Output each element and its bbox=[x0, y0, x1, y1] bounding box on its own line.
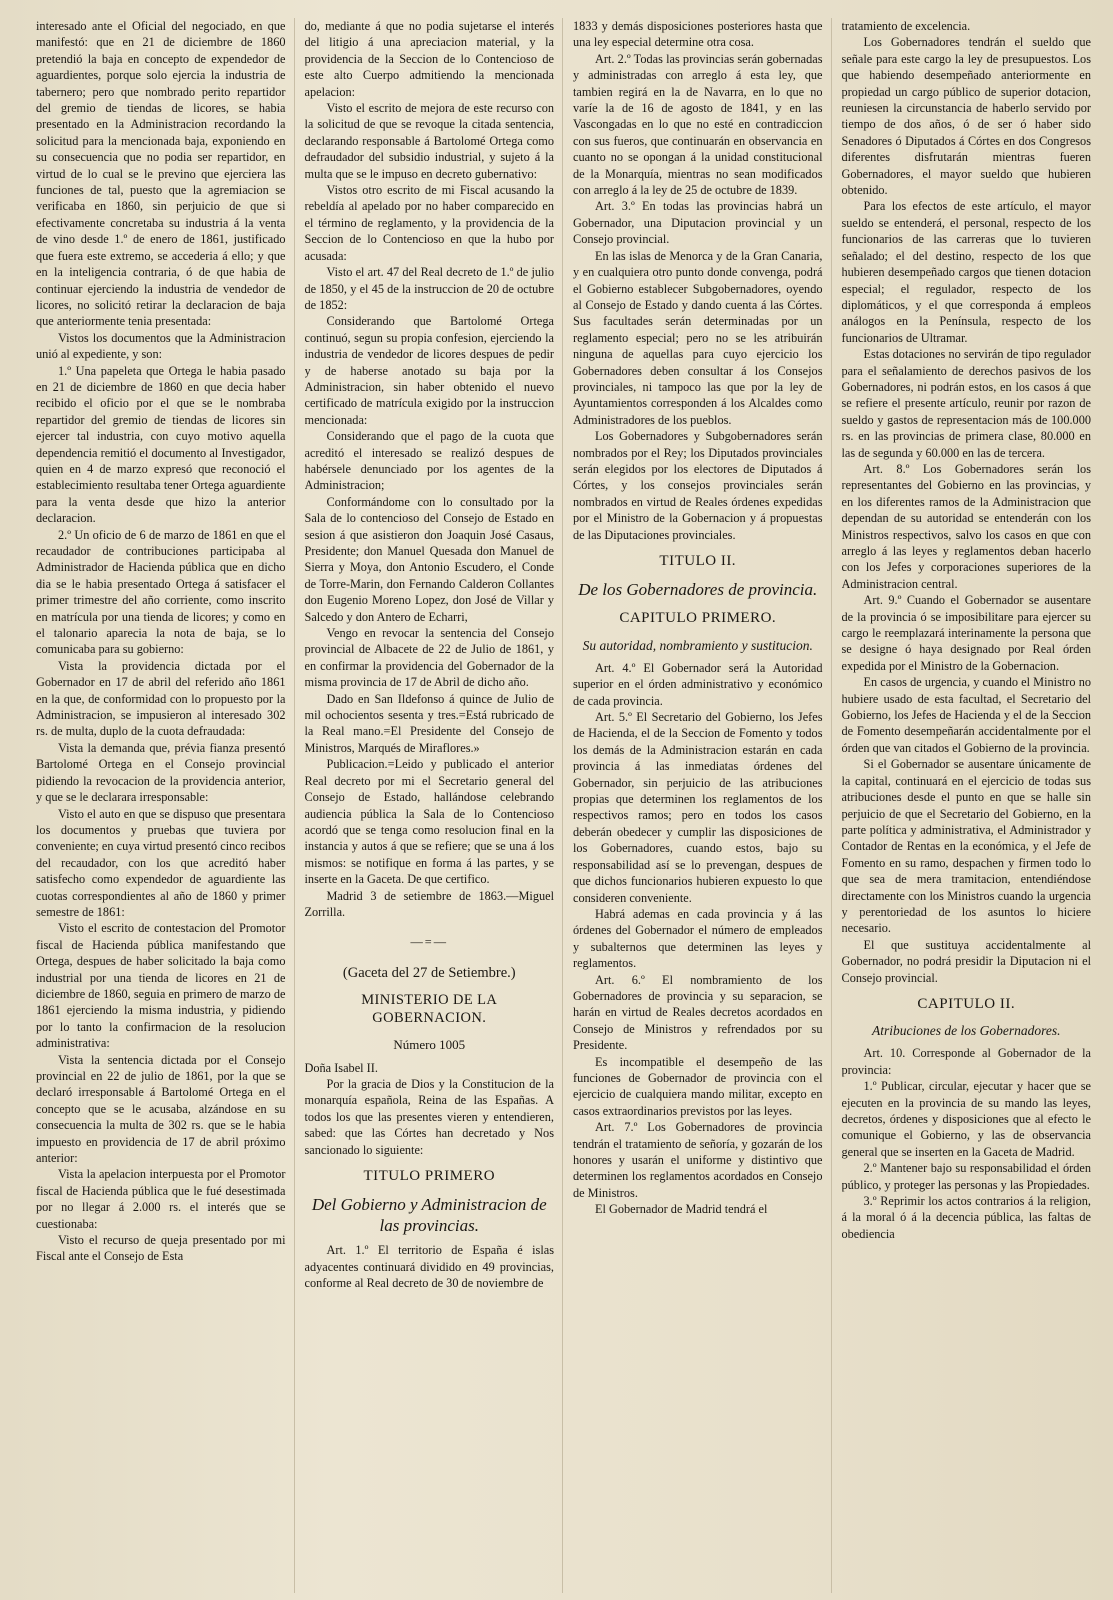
paragraph: Art. 5.º El Secretario del Gobierno, los Jefes de Hacienda, el de la Seccion de Fomento y todos los demás de la Administracion estarán en cada provincia á las inmediatas órdenes del Gobernador, sin perjuicio de las atribuciones propias que determinen los reglamentos de los respectivos ramos; pero en todos los casos deberán obedecer y cumplir las disposiciones de los Gobernadores, cuando estos, bajo su responsabilidad así se lo prevengan, despues de que dichos funcionarios hubieren expuesto lo que consideren conveniente. bbox=[573, 710, 823, 905]
paragraph: Visto el recurso de queja presentado por mi Fiscal ante el Consejo de Esta bbox=[36, 1233, 286, 1264]
decree-number: Número 1005 bbox=[393, 1037, 466, 1053]
paragraph: 3.º Reprimir los actos contrarios á la religion, á la moral ó á la decencia pública, las faltas de obediencia bbox=[841, 1194, 1091, 1241]
paragraph: 1833 y demás disposiciones posteriores hasta que una ley especial determine otra cosa. bbox=[573, 19, 823, 50]
paragraph: Vista la providencia dictada por el Gobernador en 17 de abril del referido año 1861 en la que, de conformidad con lo propuesto por la Administracion, se impusieron al interesado 302 rs. de multa, duplo de la cuota defraudada: bbox=[36, 658, 286, 739]
paragraph: Madrid 3 de setiembre de 1863.—Miguel Zorrilla. bbox=[304, 888, 554, 919]
paragraph: Considerando que Bartolomé Ortega continuó, segun su propia confesion, ejerciendo la industria de vendedor de licores despues de pedir y de haberse anotado su baja por la Administracion, sin haber obtenido el nuevo certificado de matrícula exigido por la instruccion mencionada: bbox=[304, 314, 554, 427]
paragraph: Considerando que el pago de la cuota que acreditó el interesado se realizó despues de habérsele denunciado por los agentes de la Administracion; bbox=[304, 429, 554, 493]
section-heading: De los Gobernadores de provincia. bbox=[578, 580, 818, 600]
paragraph: Vengo en revocar la sentencia del Consejo provincial de Albacete de 22 de Julio de 1861, y en confirmar la providencia del Gobernador de la misma provincia de 17 de Abril de dicho año. bbox=[304, 626, 554, 690]
title-heading: TITULO II. bbox=[659, 553, 737, 569]
paragraph: do, mediante á que no podia sujetarse el interés del litigio á una apreciacion material, y la providencia de la Seccion de lo Contencioso de este alto Cuerpo admitiendo la mencionada apelacion: bbox=[304, 19, 554, 99]
paragraph: Art. 9.º Cuando el Gobernador se ausentare de la provincia ó se imposibilitare para ejercer su cargo le reemplazará interinamente la persona que se designe ó haya designado por Real órden expedida por el Ministro de la Gobernacion. bbox=[841, 593, 1091, 673]
paragraph: Si el Gobernador se ausentare únicamente de la capital, continuará en el ejercicio de todas sus atribuciones desde el punto en que se halle sin perjuicio de que el Secretario del Gobierno, en la parte política y administrativa, el Administrador y Contador de Rentas en la económica, y el Jefe de Fomento en su ramo, despachen y firmen todo lo que sea de mera tramitacion, entendiéndose directamente con los Ministros cuando la urgencia y perentoriedad de los asuntos lo hiciere necesario. bbox=[841, 757, 1091, 936]
paragraph: Conformándome con lo consultado por la Sala de lo contencioso del Consejo de Estado en sesion á que asistieron don Joaquin José Casaus, Presidente; don Manuel Quesada don Manuel de Sierra y Moya, don Antonio Escudero, el Conde de Torre-Marin, don Fernando Calderon Collantes don Eugenio Moreno Lopez, don José de Villar y Salcedo y don Antero de Echarri, bbox=[304, 494, 554, 624]
paragraph: 1.º Publicar, circular, ejecutar y hacer que se ejecuten en la provincia de su mando las leyes, decretos, órdenes y disposiciones que al efecto le comunique el Gobierno, y las de observancia general que se inserten en la Gaceta de Madrid. bbox=[841, 1079, 1091, 1159]
paragraph: Los Gobernadores tendrán el sueldo que señale para este cargo la ley de presupuestos. Los que habiendo desempeñado anteriormente en propiedad un cargo público de superior dotacion, reuniesen la circunstancia de haberlo servido por tiempo de dos años, ó de ser ó haber sido Senadores ó Diputados á Córtes en dos Congresos diferentes disfrutarán mientras fueren Gobernadores, el mayor sueldo que hubieren obtenido. bbox=[841, 35, 1091, 198]
paragraph: Publicacion.=Leido y publicado el anterior Real decreto por mi el Secretario general del Consejo de Estado, hallándose celebrando audiencia pública la Sala de lo Contencioso acordó que se tenga como resolucion final en la instancia y autos á que se refiere; que se una á los mismos: se notifique en forma á las partes, y se inserte en la Gaceta. De que certifico. bbox=[304, 757, 554, 887]
title-heading: TITULO PRIMERO bbox=[363, 1168, 496, 1184]
paragraph: Art. 7.º Los Gobernadores de provincia tendrán el tratamiento de señoría, y gozarán de los honores y usarán el uniforme y distintivo que determinen los reglamentos acordados en Consejo de Ministros. bbox=[573, 1120, 823, 1200]
paragraph: Para los efectos de este artículo, el mayor sueldo se entenderá, el personal, respecto de los funcionarios de las carreras que lo tuvieren señalado; el del destino, respecto de los que hubieren desempeñado cargos que tienen dotacion especial; el regulador, respecto de los diplomáticos, y el que corresponda á empleos análogos en la Península, respecto de los funcionarios de Ultramar. bbox=[841, 199, 1091, 345]
paragraph: Art. 1.º El territorio de España é islas adyacentes continuará dividido en 49 provincias, conforme al Real decreto de 30 de noviembre de bbox=[304, 1243, 554, 1291]
paragraph: Visto el auto en que se dispuso que presentara los documentos y pruebas que tuviera por conveniente; en cuya virtud presentó cinco recibos del recaudador, con los que acreditó haber satisfecho como expendedor de aguardiente las cuotas correspondientes al año de 1860 y primer semestre de 1861: bbox=[36, 806, 286, 919]
title-heading: CAPITULO II. bbox=[917, 995, 1016, 1012]
paragraph: Es incompatible el desempeño de las funciones de Gobernador de provincia con el ejercicio de cualquiera mando militar, excepto en casos extraordinarios previstos por las leyes. bbox=[573, 1054, 823, 1118]
paragraph: Visto el art. 47 del Real decreto de 1.º de julio de 1850, y el 45 de la instruccion de 20 de octubre de 1852: bbox=[304, 265, 554, 312]
paragraph: Art. 6.º El nombramiento de los Gobernadores de provincia y su separacion, se harán en virtud de Reales decretos acordados en Consejo de Ministros y refrendados por su Presidente. bbox=[573, 972, 823, 1053]
paragraph: Vistos los documentos que la Administracion unió al expediente, y son: bbox=[36, 330, 286, 362]
paragraph: Art. 8.º Los Gobernadores serán los representantes del Gobierno en las provincias, y en los diferentes ramos de la Administracion que dependan de su autoridad se entenderán con los Ministros respectivos, salvo los casos en que con arreglo á las leyes y reglamentos deban hacerlo con los Jefes y corporaciones superiores de la Administracion central. bbox=[841, 461, 1091, 591]
section-heading: Del Gobierno y Administracion de las provincias. bbox=[311, 1195, 547, 1236]
paragraph: 2.º Un oficio de 6 de marzo de 1861 en que el recaudador de contribuciones participaba al Administrador de Hacienda pública que en dicho dia se le habia presentado Ortega á satisfacer el primer trimestre del año corriente, como inscrito en matrícula por una tienda de licores; y como en el talonario aparecia la nota de baja, se lo comunicaba para su gobierno: bbox=[36, 527, 286, 657]
ministry-heading: MINISTERIO DE LA GOBERNACION. bbox=[361, 992, 498, 1027]
paragraph: Art. 4.º El Gobernador será la Autoridad superior en el órden administrativo y económico de cada provincia. bbox=[573, 660, 823, 708]
paragraph: Vista la demanda que, prévia fianza presentó Bartolomé Ortega en el Consejo provincial pidiendo la revocacion de la providencia anterior, y que se le declarara irresponsable: bbox=[36, 740, 286, 805]
subsection-heading: Su autoridad, nombramiento y sustitucion. bbox=[582, 637, 813, 653]
paragraph: interesado ante el Oficial del negociado, en que manifestó: que en 21 de diciembre de 1860 pretendió la baja en concepto de expendedor de aguardientes, porque solo ejercia la industria de tabernero; pero que nombrado perito repartidor del gremio de tiendas de licores, se habia presentado en la Administracion recordando la solicitud para la mencionada baja, exponiendo en su consecuencia que no podia ser repartidor, en virtud de lo cual se le previno que ejerciera las funciones de tal, puesto que la agremiacion se verificaba en 1860, sin perjuicio de que si efectivamente concretaba su industria á la venta de vino desde 1.º de enero de 1861, justificado que fuera este extremo, se accederia á ello; y que en la inteligencia contraria, ó de que habia de continuar ejerciendo la industria de vendedor de licores, no solicitó retirar la declaracion de baja que anteriormente tenia presentada: bbox=[36, 19, 286, 329]
section-divider: —=— bbox=[410, 935, 449, 950]
paragraph: Art. 3.º En todas las provincias habrá un Gobernador, una Diputacion provincial y un Consejo provincial. bbox=[573, 199, 823, 247]
paragraph: Visto el escrito de contestacion del Promotor fiscal de Hacienda pública manifestando que Ortega, despues de haber solicitado la baja como industrial por una tienda de licores en 21 de diciembre de 1860, seguia en primero de marzo de 1861 ejerciendo la misma industria, y pidiendo por lo tanto la confirmacion de la resolucion administrativa: bbox=[36, 921, 286, 1051]
paragraph: Los Gobernadores y Subgobernadores serán nombrados por el Rey; los Diputados provinciales serán elegidos por los electores de Diputados á Córtes, y los consejos provinciales serán nombrados en virtud de Reales órdenes expedidas por el Ministro de la Gobernacion y á propuestas de las Diputaciones provinciales. bbox=[573, 429, 823, 542]
paragraph: Habrá ademas en cada provincia y á las órdenes del Gobernador el número de empleados y subalternos que determinen las leyes y reglamentos. bbox=[573, 906, 823, 971]
paragraph: El Gobernador de Madrid tendrá el bbox=[595, 1202, 768, 1217]
gazette-date: (Gaceta del 27 de Setiembre.) bbox=[342, 964, 516, 981]
paragraph: Doña Isabel II. bbox=[304, 1060, 378, 1075]
paragraph: Dado en San Ildefonso á quince de Julio de mil ochocientos sesenta y tres.=Está rubricado de la Real mano.=El Presidente del Consejo de Ministros, Marqués de Miraflores.» bbox=[304, 691, 554, 755]
paragraph: Vistos otro escrito de mi Fiscal acusando la rebeldía al apelado por no haber comparecido en el término de reglamento, y la providencia de la Seccion de lo Contencioso en que la hubo por acusada: bbox=[304, 183, 554, 263]
column-1 bbox=[36, 18, 295, 1593]
paragraph: Vista la sentencia dictada por el Consejo provincial en 22 de julio de 1861, por la que se declaró irresponsable á Bartolomé Ortega en el concepto que se le acusaba, alzándose en su consecuencia la multa de 302 rs. que se le habia impuesto en providencia de 17 de abril próximo anterior: bbox=[36, 1052, 286, 1166]
paragraph: 2.º Mantener bajo su responsabilidad el órden público, y proteger las personas y las Propiedades. bbox=[841, 1161, 1091, 1192]
paragraph: Art. 2.º Todas las provincias serán gobernadas y administradas con arreglo á esta ley, que tambien regirá en la de Navarra, en lo que no varíe la de 16 de agosto de 1841, y en las Vascongadas en lo que no esté en contradiccion con sus fueros, que continuarán en observancia en cuanto no se opongan á la unidad constitucional de la Monarquía, mientras no sean modificados con arreglo á la ley de 25 de octubre de 1839. bbox=[573, 51, 823, 198]
paragraph: Vista la apelacion interpuesta por el Promotor fiscal de Hacienda pública que le fué desestimada por no llegar á 2.000 rs. el interés que se cuestionaba: bbox=[36, 1167, 286, 1231]
subsection-heading: Atribuciones de los Gobernadores. bbox=[872, 1023, 1061, 1039]
paragraph: En casos de urgencia, y cuando el Ministro no hubiere usado de esta facultad, el Secretario del Gobierno, los Jefes de Hacienda y el de la Seccion de Fomento desempeñarán accidentalmente por el órden que van citados el Gobierno de la provincia. bbox=[841, 675, 1091, 755]
column-3 bbox=[573, 18, 832, 1593]
column-4 bbox=[842, 18, 1100, 1593]
paragraph: En las islas de Menorca y de la Gran Canaria, y en cualquiera otro punto donde convenga, podrá el Gobierno establecer Subgobernadores, oyendo al Consejo de Estado y dando cuenta á las Córtes. Sus facultades serán determinadas por un reglamento especial; pero no se les atribuirán ninguna de aquellas para cuyo ejercicio los Gobernadores deben consultar á los Consejos provinciales, ni tampoco las que por la ley de Ayuntamientos corresponden á los Alcaldes como Administradores de los pueblos. bbox=[573, 248, 823, 427]
paragraph: Por la gracia de Dios y la Constitucion de la monarquía española, Reina de las Españas. A todos los que las presentes vieren y entendieren, sabed: que las Córtes han decretado y Nos sancionado lo siguiente: bbox=[304, 1076, 554, 1157]
paragraph: Visto el escrito de mejora de este recurso con la solicitud de que se revoque la citada sentencia, declarando responsable á Bartolomé Ortega como defraudador del subsidio industrial, y sujeto á la multa que se le impuso en decreto gubernativo: bbox=[304, 101, 554, 181]
paragraph: El que sustituya accidentalmente al Gobernador, no podrá presidir la Diputacion ni el Consejo provincial. bbox=[841, 937, 1091, 985]
paragraph: Estas dotaciones no servirán de tipo regulador para el señalamiento de derechos pasivos de los Gobernadores, ni podrán estos, en los casos á que se refiere el presente artículo, reunir por razon de sueldo y gastos de representacion más de 100.000 rs. en las provincias de primera clase, 80.000 en las de segunda y 60.000 en las de tercera. bbox=[841, 347, 1091, 460]
paragraph: 1.º Una papeleta que Ortega le habia pasado en 21 de diciembre de 1860 en que decia haber recibido el oficio por el que se le nombraba repartidor del gremio de tiendas de licores sin ejercer tal industria, con cuyo motivo aquella dependencia remitió el documento al Investigador, quien en 4 de marzo expresó que reconoció el establecimiento resultaba tener Ortega aguardiente para la venta desde que hizo la anterior declaracion. bbox=[36, 363, 286, 526]
paragraph: Art. 10. Corresponde al Gobernador de la provincia: bbox=[841, 1046, 1091, 1077]
paragraph: tratamiento de excelencia. bbox=[841, 19, 971, 33]
column-2 bbox=[305, 18, 564, 1593]
title-heading: CAPITULO PRIMERO. bbox=[619, 610, 777, 627]
